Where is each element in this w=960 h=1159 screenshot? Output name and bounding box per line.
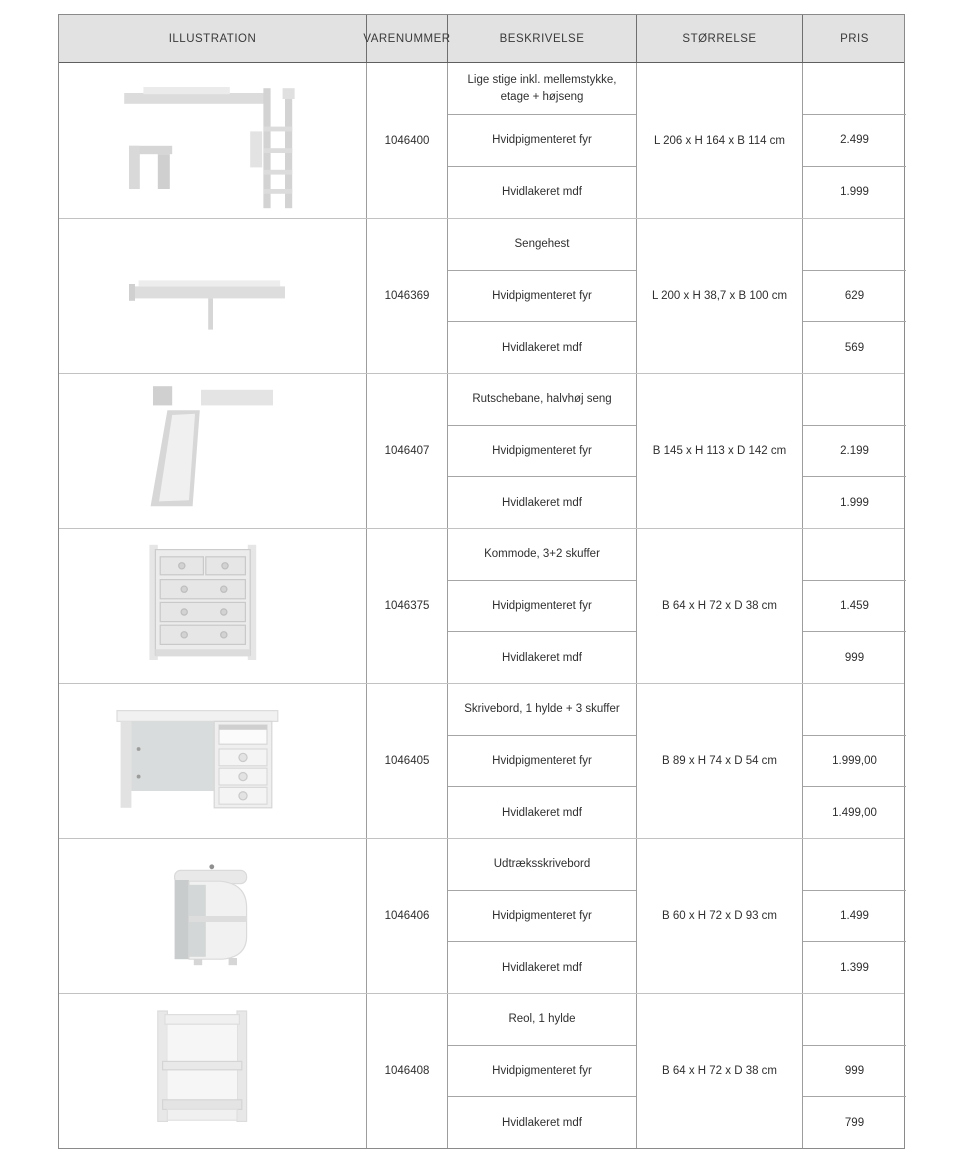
- material-option-1: Hvidpigmenteret fyr: [448, 114, 636, 166]
- price-value-1: 1.499: [803, 890, 906, 942]
- product-number: 1046408: [384, 1065, 430, 1077]
- material-option-2: Hvidlakeret mdf: [448, 166, 636, 218]
- material-option-2: Hvidlakeret mdf: [448, 631, 636, 683]
- product-name: Sengehest: [514, 238, 570, 251]
- product-number: 1046405: [384, 755, 430, 767]
- pris-cell: [803, 374, 906, 528]
- material-option-1: Hvidpigmenteret fyr: [448, 890, 636, 942]
- table-row: [59, 373, 904, 528]
- beskrivelse-cell: [448, 994, 637, 1148]
- header-stoerrelse: STØRRELSE: [637, 15, 803, 62]
- price-blank: [803, 684, 906, 735]
- product-number: 1046369: [384, 290, 430, 302]
- pris-cell: [803, 839, 906, 993]
- beskrivelse-cell: [448, 374, 637, 528]
- illustration-cell: [59, 63, 367, 218]
- price-value-2: 569: [803, 321, 906, 373]
- size-value: B 64 x H 72 x D 38 cm: [661, 600, 778, 612]
- product-number: 1046406: [384, 910, 430, 922]
- price-value-1: 2.499: [803, 114, 906, 166]
- varenummer-cell: [367, 219, 448, 373]
- illustration-cell: [59, 994, 367, 1148]
- beskrivelse-cell: [448, 63, 637, 218]
- material-option-1: Hvidpigmenteret fyr: [448, 270, 636, 322]
- pris-cell: [803, 529, 906, 683]
- illustration-cell: [59, 219, 367, 373]
- price-value-1: 1.999,00: [803, 735, 906, 787]
- table-row: [59, 218, 904, 373]
- stoerrelse-cell: [637, 994, 803, 1148]
- table-row: [59, 528, 904, 683]
- illustration-cell: [59, 529, 367, 683]
- price-value-1: 1.459: [803, 580, 906, 632]
- size-value: L 206 x H 164 x B 114 cm: [653, 134, 786, 147]
- product-price-table: [58, 14, 905, 1149]
- furniture-illustration: [81, 69, 345, 213]
- varenummer-cell: [367, 684, 448, 838]
- beskrivelse-cell: [448, 684, 637, 838]
- price-value-2: 1.999: [803, 476, 906, 528]
- price-blank: [803, 529, 906, 580]
- price-blank: [803, 63, 906, 114]
- pris-cell: [803, 684, 906, 838]
- illustration-cell: [59, 684, 367, 838]
- table-row: [59, 993, 904, 1148]
- beskrivelse-cell: [448, 839, 637, 993]
- material-option-2: Hvidlakeret mdf: [448, 321, 636, 373]
- header-pris: PRIS: [840, 32, 869, 45]
- price-blank: [803, 374, 906, 425]
- product-name: Udtræksskrivebord: [493, 858, 591, 871]
- pris-cell: [803, 63, 906, 218]
- material-option-2: Hvidlakeret mdf: [448, 476, 636, 528]
- product-number: 1046400: [384, 134, 430, 147]
- material-option-2: Hvidlakeret mdf: [448, 786, 636, 838]
- material-option-1: Hvidpigmenteret fyr: [448, 580, 636, 632]
- product-name: Rutschebane, halvhøj seng: [472, 393, 612, 406]
- stoerrelse-cell: [637, 374, 803, 528]
- stoerrelse-cell: [637, 219, 803, 373]
- illustration-cell: [59, 839, 367, 993]
- size-value: L 200 x H 38,7 x B 100 cm: [651, 290, 788, 302]
- illustration-cell: [59, 374, 367, 528]
- table-row: [59, 63, 904, 218]
- furniture-illustration: [81, 224, 345, 368]
- furniture-illustration: [81, 999, 345, 1143]
- product-name: Reol, 1 hylde: [508, 1013, 576, 1026]
- beskrivelse-cell: [448, 529, 637, 683]
- price-value-2: 1.399: [803, 941, 906, 993]
- price-value-1: 629: [803, 270, 906, 322]
- product-name: Skrivebord, 1 hylde + 3 skuffer: [464, 703, 620, 716]
- varenummer-cell: [367, 839, 448, 993]
- furniture-illustration: [81, 689, 345, 833]
- product-name: Kommode, 3+2 skuffer: [484, 548, 600, 561]
- furniture-illustration: [81, 844, 345, 988]
- stoerrelse-cell: [637, 684, 803, 838]
- table-body: [59, 63, 904, 1148]
- beskrivelse-cell: [448, 219, 637, 373]
- material-option-1: Hvidpigmenteret fyr: [448, 735, 636, 787]
- varenummer-cell: [367, 374, 448, 528]
- price-blank: [803, 219, 906, 270]
- stoerrelse-cell: [637, 529, 803, 683]
- price-blank: [803, 839, 906, 890]
- price-value-2: 1.499,00: [803, 786, 906, 838]
- stoerrelse-cell: [637, 839, 803, 993]
- header-beskrivelse: BESKRIVELSE: [448, 15, 637, 62]
- product-number: 1046407: [384, 445, 430, 457]
- pris-cell: [803, 219, 906, 373]
- varenummer-cell: [367, 63, 448, 218]
- size-value: B 145 x H 113 x D 142 cm: [652, 445, 787, 457]
- header-illustration: ILLUSTRATION: [59, 15, 367, 62]
- table-row: [59, 683, 904, 838]
- size-value: B 64 x H 72 x D 38 cm: [661, 1065, 778, 1077]
- size-value: B 60 x H 72 x D 93 cm: [661, 910, 778, 922]
- pris-cell: [803, 994, 906, 1148]
- table-row: [59, 838, 904, 993]
- price-blank: [803, 994, 906, 1045]
- material-option-1: Hvidpigmenteret fyr: [448, 425, 636, 477]
- furniture-illustration: [81, 379, 345, 523]
- stoerrelse-cell: [637, 63, 803, 218]
- varenummer-cell: [367, 994, 448, 1148]
- size-value: B 89 x H 74 x D 54 cm: [661, 755, 778, 767]
- price-value-2: 799: [803, 1096, 906, 1148]
- header-varenummer: VARENUMMER: [367, 15, 448, 62]
- furniture-illustration: [81, 534, 345, 678]
- material-option-2: Hvidlakeret mdf: [448, 1096, 636, 1148]
- product-name: Lige stige inkl. mellemstykke, etage + højseng: [467, 74, 617, 103]
- varenummer-cell: [367, 529, 448, 683]
- price-value-1: 999: [803, 1045, 906, 1097]
- product-number: 1046375: [384, 600, 430, 612]
- price-value-2: 1.999: [803, 166, 906, 218]
- table-header-row: [59, 15, 904, 63]
- price-value-1: 2.199: [803, 425, 906, 477]
- material-option-2: Hvidlakeret mdf: [448, 941, 636, 993]
- price-value-2: 999: [803, 631, 906, 683]
- material-option-1: Hvidpigmenteret fyr: [448, 1045, 636, 1097]
